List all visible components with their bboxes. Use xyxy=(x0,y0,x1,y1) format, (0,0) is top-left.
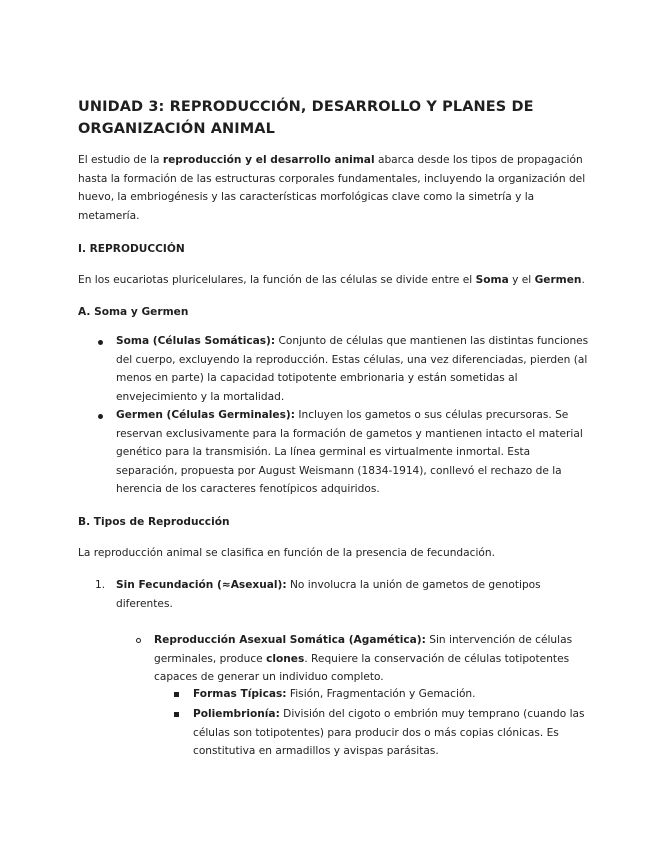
list-item-asexual-somatica xyxy=(154,631,594,687)
asexual-somatica-line: capaces de generar un individuo completo. xyxy=(154,671,384,683)
intro-line: huevo, la embriogénesis y las características morfológicas clave como la simetría y la xyxy=(78,191,535,203)
bullet-circle-icon xyxy=(136,638,141,643)
clones-bold: clones xyxy=(266,652,305,665)
section1-text: En los eucariotas pluricelulares, la función de las células se divide entre el xyxy=(78,274,476,286)
poliembrionia-line: constitutiva en armadillos y avispas parásitas. xyxy=(193,745,439,757)
intro-text: El estudio de la xyxy=(78,154,163,166)
bullet-square-icon xyxy=(174,712,179,717)
sin-fecundacion-text: No involucra la unión de gametos de genotipos xyxy=(286,579,541,591)
sin-fecundacion-term: Sin Fecundación (≈Asexual): xyxy=(116,579,287,591)
soma-text: Conjunto de células que mantienen las distintas funciones xyxy=(275,335,589,347)
germen-line: herencia de los caracteres fenotípicos adquiridos. xyxy=(116,483,380,495)
subheading-tipos-reproduccion: B. Tipos de Reproducción xyxy=(78,516,230,528)
subheading-soma-germen: A. Soma y Germen xyxy=(78,306,189,318)
intro-bold: reproducción y el desarrollo animal xyxy=(162,154,375,166)
intro-line: hasta la formación de las estructuras corporales fundamentales, incluyendo la organización del xyxy=(78,172,586,185)
asexual-somatica-text: Sin intervención de células xyxy=(425,634,573,646)
tipos-line: La reproducción animal se clasifica en función de la presencia de fecundación. xyxy=(78,547,495,559)
intro-text: abarca desde los tipos de propagación xyxy=(374,154,583,166)
germen-line: genético para la transmisión. La línea germinal es virtualmente inmortal. Esta xyxy=(116,446,531,458)
germen-line: reservan exclusivamente para la formación de gametos y mantienen intacto el material xyxy=(116,427,583,440)
soma-term: Soma (Células Somáticas): xyxy=(116,335,276,347)
list-number: 1. xyxy=(95,579,106,591)
germen-bold: Germen xyxy=(534,274,582,286)
section1-text: . xyxy=(581,274,585,286)
bullet-dot-icon xyxy=(98,414,103,419)
list-item-formas-tipicas xyxy=(193,685,593,704)
list-item-poliembrionia xyxy=(193,705,593,761)
poliembrionia-line: células son totipotentes) para producir dos o más copias clónicas. Es xyxy=(193,726,559,739)
document-title xyxy=(78,96,598,140)
poliembrionia-term: Poliembrionía: xyxy=(193,708,280,720)
asexual-somatica-text: germinales, produce xyxy=(154,652,267,665)
germen-text: Incluyen los gametos o sus células precursoras. Se xyxy=(294,409,569,421)
soma-line: envejecimiento y la mortalidad. xyxy=(116,390,285,403)
tipos-paragraph xyxy=(78,544,588,563)
germen-line: separación, propuesta por August Weismann (1834-1914), conllevó el rechazo de la xyxy=(116,464,562,477)
germen-term: Germen (Células Germinales): xyxy=(116,409,295,421)
title-line-1: UNIDAD 3: REPRODUCCIÓN, DESARROLLO Y PLANES DE xyxy=(78,99,534,115)
section1-paragraph xyxy=(78,271,588,290)
soma-line: del cuerpo, excluyendo la reproducción. Estas células, una vez diferenciadas, pierden (al xyxy=(116,353,588,366)
asexual-somatica-term: Reproducción Asexual Somática (Agamética): xyxy=(154,634,426,646)
list-item-sin-fecundacion xyxy=(116,576,596,613)
soma-bold: Soma xyxy=(475,274,509,286)
list-item-soma xyxy=(116,332,596,406)
asexual-somatica-text: . Requiere la conservación de células totipotentes xyxy=(304,652,570,665)
soma-line: menos en parte) la capacidad totipotente embrionaria y están sometidas al xyxy=(116,372,518,384)
section-heading-reproduccion: I. REPRODUCCIÓN xyxy=(78,243,185,255)
intro-paragraph xyxy=(78,151,588,225)
poliembrionia-text: División del cigoto o embrión muy temprano (cuando las xyxy=(279,708,585,720)
intro-line: metamería. xyxy=(78,209,140,222)
bullet-square-icon xyxy=(174,692,179,697)
title-line-2: ORGANIZACIÓN ANIMAL xyxy=(78,121,275,137)
list-item-germen xyxy=(116,406,596,499)
formas-text: Fisión, Fragmentación y Gemación. xyxy=(286,688,476,700)
formas-term: Formas Típicas: xyxy=(193,688,287,700)
bullet-dot-icon xyxy=(98,340,103,345)
section1-text: y el xyxy=(508,274,535,286)
sin-fecundacion-line: diferentes. xyxy=(116,597,173,610)
